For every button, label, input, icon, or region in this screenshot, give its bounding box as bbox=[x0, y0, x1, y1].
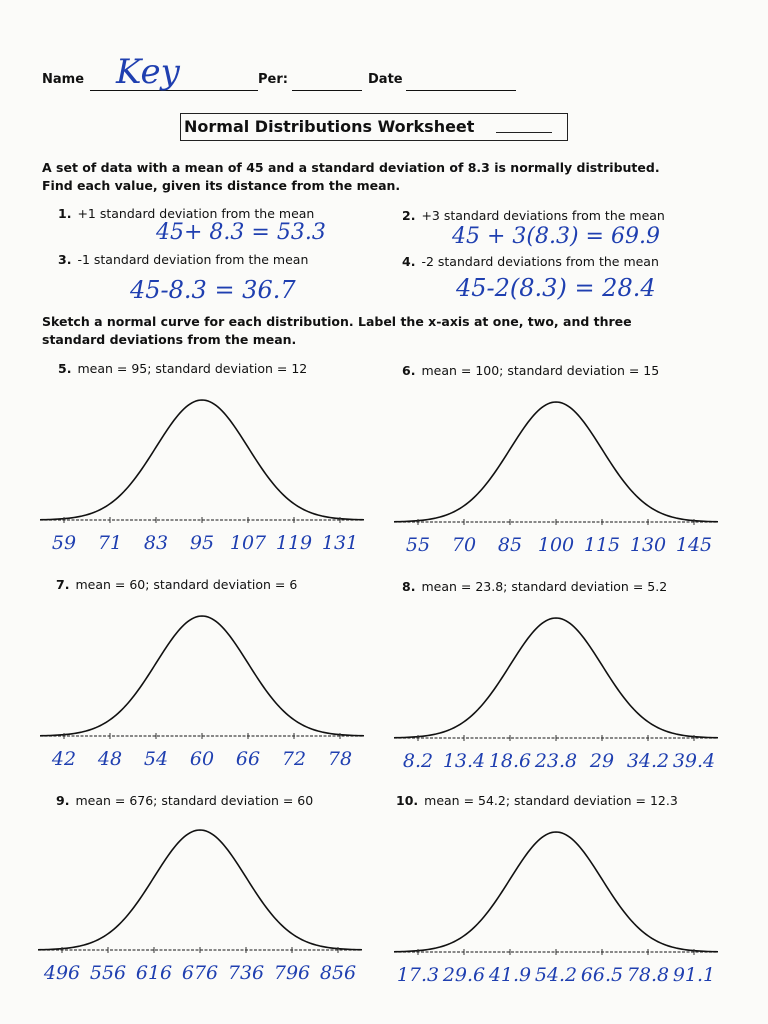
problem-7-prompt: 7. mean = 60; standard deviation = 6 bbox=[56, 577, 298, 592]
name-label: Name bbox=[42, 72, 85, 87]
axis-tick-label: 556 bbox=[89, 962, 127, 984]
axis-tick-label: 616 bbox=[135, 962, 173, 984]
axis-tick-label: 39.4 bbox=[672, 750, 716, 772]
axis-tick-label: 130 bbox=[629, 534, 667, 556]
problem-8-prompt: 8. mean = 23.8; standard deviation = 5.2 bbox=[402, 579, 668, 594]
name-value: Key bbox=[116, 52, 180, 92]
axis-labels-5 bbox=[40, 532, 364, 562]
problem-10-prompt: 10. mean = 54.2; standard deviation = 12.3 bbox=[396, 793, 678, 808]
normal-curve-10 bbox=[394, 820, 718, 960]
intro-line-2: Find each value, given its distance from the mean. bbox=[42, 178, 401, 193]
bell-curve bbox=[40, 616, 364, 736]
axis-tick-label: 66.5 bbox=[580, 964, 624, 986]
axis-tick-label: 17.3 bbox=[396, 964, 440, 986]
axis-labels-7 bbox=[40, 748, 364, 778]
axis-tick-label: 70 bbox=[451, 534, 477, 556]
per-label: Per: bbox=[258, 72, 288, 87]
axis-tick-label: 78 bbox=[327, 748, 353, 770]
axis-tick-label: 496 bbox=[43, 962, 81, 984]
normal-curve-5 bbox=[40, 388, 364, 528]
axis-tick-label: 91.1 bbox=[672, 964, 716, 986]
axis-labels-10 bbox=[394, 964, 718, 994]
axis-tick-label: 145 bbox=[675, 534, 713, 556]
axis-labels-8 bbox=[394, 750, 718, 780]
axis-tick-label: 59 bbox=[51, 532, 77, 554]
problem-5-prompt: 5. mean = 95; standard deviation = 12 bbox=[58, 361, 308, 376]
question-4: 4. -2 standard deviations from the mean bbox=[402, 254, 659, 269]
bell-curve bbox=[394, 618, 718, 738]
date-label: Date bbox=[368, 72, 403, 87]
axis-tick-label: 119 bbox=[275, 532, 313, 554]
question-1: 1. +1 standard deviation from the mean bbox=[58, 206, 315, 221]
bell-curve bbox=[40, 400, 364, 520]
answer-2: 45 + 3(8.3) = 69.9 bbox=[452, 224, 660, 249]
answer-1: 45+ 8.3 = 53.3 bbox=[156, 220, 326, 245]
axis-labels-6 bbox=[394, 534, 718, 564]
axis-tick-label: 796 bbox=[273, 962, 311, 984]
axis-tick-label: 29 bbox=[589, 750, 615, 772]
question-2: 2. +3 standard deviations from the mean bbox=[402, 208, 665, 223]
axis-tick-label: 676 bbox=[181, 962, 219, 984]
axis-tick-label: 85 bbox=[497, 534, 523, 556]
normal-curve-6 bbox=[394, 390, 718, 530]
axis-tick-label: 60 bbox=[189, 748, 215, 770]
normal-curve-7 bbox=[40, 604, 364, 744]
normal-curve-9 bbox=[38, 818, 362, 958]
axis-tick-label: 13.4 bbox=[442, 750, 486, 772]
axis-tick-label: 131 bbox=[321, 532, 359, 554]
axis-tick-label: 42 bbox=[51, 748, 77, 770]
axis-tick-label: 95 bbox=[189, 532, 215, 554]
axis-tick-label: 72 bbox=[281, 748, 307, 770]
bell-curve bbox=[38, 830, 362, 950]
axis-tick-label: 18.6 bbox=[488, 750, 532, 772]
axis-tick-label: 54 bbox=[143, 748, 169, 770]
sketch-line-1: Sketch a normal curve for each distribution. Label the x-axis at one, two, and three bbox=[42, 314, 632, 329]
bell-curve bbox=[394, 402, 718, 522]
axis-tick-label: 100 bbox=[537, 534, 575, 556]
answer-3: 45-8.3 = 36.7 bbox=[130, 276, 296, 304]
axis-tick-label: 66 bbox=[235, 748, 261, 770]
axis-tick-label: 55 bbox=[405, 534, 431, 556]
normal-curve-8 bbox=[394, 606, 718, 746]
axis-tick-label: 107 bbox=[229, 532, 267, 554]
page-title: Normal Distributions Worksheet bbox=[184, 117, 475, 136]
axis-tick-label: 48 bbox=[97, 748, 123, 770]
axis-tick-label: 78.8 bbox=[626, 964, 670, 986]
axis-tick-label: 8.2 bbox=[402, 750, 434, 772]
axis-tick-label: 54.2 bbox=[534, 964, 578, 986]
axis-tick-label: 115 bbox=[583, 534, 621, 556]
problem-6-prompt: 6. mean = 100; standard deviation = 15 bbox=[402, 363, 660, 378]
axis-labels-9 bbox=[38, 962, 362, 992]
question-3: 3. -1 standard deviation from the mean bbox=[58, 252, 309, 267]
sketch-line-2: standard deviations from the mean. bbox=[42, 332, 297, 347]
answer-4: 45-2(8.3) = 28.4 bbox=[456, 274, 656, 302]
axis-tick-label: 83 bbox=[143, 532, 169, 554]
axis-tick-label: 856 bbox=[319, 962, 357, 984]
axis-tick-label: 71 bbox=[97, 532, 123, 554]
per-field-line bbox=[292, 90, 362, 91]
axis-tick-label: 41.9 bbox=[488, 964, 532, 986]
date-field-line bbox=[406, 90, 516, 91]
problem-9-prompt: 9. mean = 676; standard deviation = 60 bbox=[56, 793, 314, 808]
axis-tick-label: 736 bbox=[227, 962, 265, 984]
axis-tick-label: 29.6 bbox=[442, 964, 486, 986]
title-underline bbox=[496, 132, 552, 133]
axis-tick-label: 34.2 bbox=[626, 750, 670, 772]
intro-line-1: A set of data with a mean of 45 and a standard deviation of 8.3 is normally distributed. bbox=[42, 160, 660, 175]
bell-curve bbox=[394, 832, 718, 952]
axis-tick-label: 23.8 bbox=[534, 750, 578, 772]
